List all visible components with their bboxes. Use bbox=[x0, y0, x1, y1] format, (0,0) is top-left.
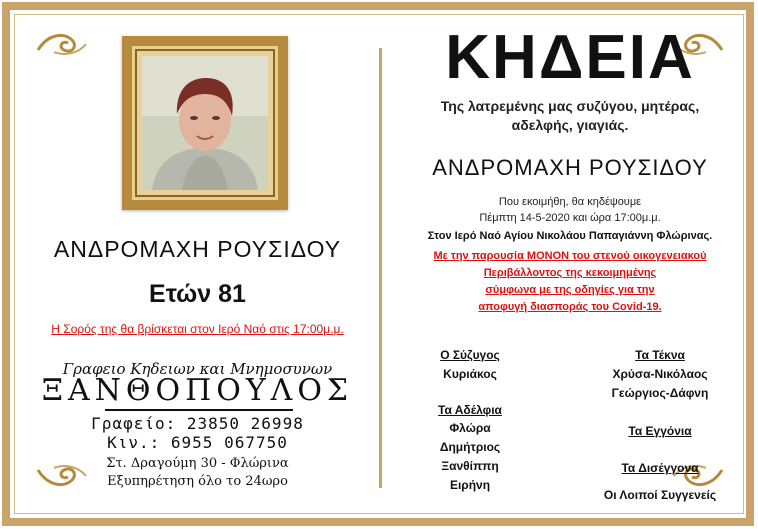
deceased-name-left: ΑΝΔΡΟΜΑΧΗ ΡΟΥΣΙΔΟΥ bbox=[53, 236, 342, 262]
sibling-name: Ξανθίππη bbox=[441, 459, 499, 473]
mobile-phone: Κιν.: 6955 067750 bbox=[107, 433, 288, 452]
children-heading: Τα Τέκνα bbox=[635, 348, 685, 362]
covid-notice-line: σύμφωνα με της οδηγίες για την bbox=[485, 284, 655, 296]
portrait-photo bbox=[142, 56, 268, 190]
covid-notice-line: Περιβάλλοντος της κεκοιμημένης bbox=[483, 267, 657, 279]
sibling-name: Δημήτριος bbox=[439, 440, 501, 454]
grandchildren-heading: Τα Εγγόνια bbox=[628, 424, 692, 438]
page-title: ΚΗΔΕΙΑ bbox=[445, 23, 695, 92]
brand-underline bbox=[105, 409, 293, 411]
siblings-heading: Τα Αδέλφια bbox=[438, 403, 502, 417]
great-grandchildren-heading: Τα Δισέγγονα bbox=[621, 461, 699, 475]
service-hours: Εξυπηρέτηση όλο το 24ωρο bbox=[107, 474, 288, 489]
ornament-top-left-icon bbox=[36, 30, 88, 58]
announcement-date-time: Πέμπτη 14-5-2020 και ώρα 17:00μ.μ. bbox=[479, 212, 661, 224]
other-relatives: Οι Λοιποί Συγγενείς bbox=[603, 488, 717, 502]
center-divider bbox=[379, 48, 382, 488]
intro-line-1: Της λατρεμένης μας συζύγου, μητέρας, bbox=[440, 98, 700, 114]
covid-notice-line: αποφυγή διασποράς του Covid-19. bbox=[478, 301, 662, 313]
funeral-home-brand: ΞΑΝΘΟΠΟΥΛΟΣ bbox=[41, 373, 354, 408]
coffin-location-note: Η Σορός της θα βρίσκεται στον Ιερό Ναό στις 17:00μ.μ. bbox=[51, 322, 344, 336]
children-names-1: Χρύσα-Νικόλαος bbox=[612, 367, 708, 381]
children-names-2: Γεώργιος-Δάφνη bbox=[611, 386, 709, 400]
announcement-church: Στον Ιερό Ναό Αγίου Νικολάου Παπαγιάννη Φλώρινας. bbox=[427, 230, 713, 242]
deceased-name-right: ΑΝΔΡΟΜΑΧΗ ΡΟΥΣΙΔΟΥ bbox=[432, 155, 708, 180]
office-phone: Γραφείο: 23850 26998 bbox=[91, 414, 304, 433]
sibling-name: Ειρήνη bbox=[449, 478, 491, 492]
sibling-name: Φλώρα bbox=[449, 421, 491, 435]
spouse-name: Κυριάκος bbox=[443, 367, 497, 381]
age-label: Ετών 81 bbox=[149, 280, 246, 308]
intro-line-2: αδελφής, γιαγιάς. bbox=[511, 117, 629, 133]
portrait-frame bbox=[122, 36, 288, 210]
announcement-line-1: Που εκοιμήθη, θα κηδέψουμε bbox=[498, 196, 642, 208]
funeral-office-label: Γραφειο Κηδειων και Μνημοσυνων bbox=[62, 360, 333, 378]
office-address: Στ. Δραγούμη 30 - Φλώρινα bbox=[106, 456, 289, 471]
covid-notice-line: Με την παρουσία ΜΟΝΟΝ του στενού οικογενειακού bbox=[433, 250, 707, 262]
spouse-heading: Ο Σύζυγος bbox=[440, 348, 500, 362]
